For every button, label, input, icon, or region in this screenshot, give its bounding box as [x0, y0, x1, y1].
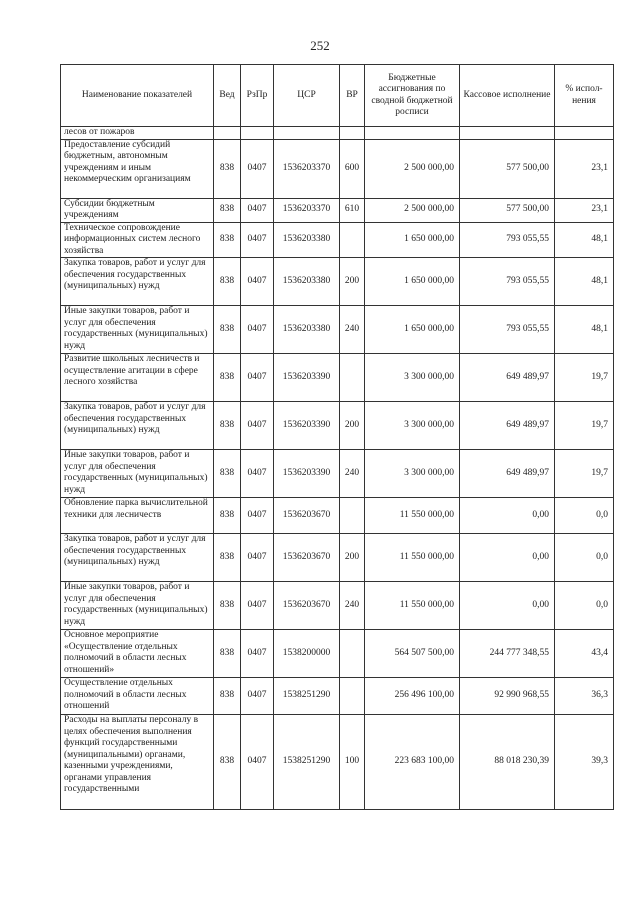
cell-csr: 1538251290 — [274, 678, 340, 715]
table-row — [61, 630, 614, 678]
cell-rzpr: 0407 — [241, 402, 274, 450]
cell-assign: 1 650 000,00 — [365, 306, 460, 354]
cell-vr: 200 — [340, 534, 365, 582]
cell-cash: 0,00 — [460, 582, 555, 630]
page-number: 252 — [310, 38, 330, 53]
table-row — [61, 534, 614, 582]
cell-pct: 0,0 — [555, 498, 614, 534]
cell-rzpr: 0407 — [241, 306, 274, 354]
cell-ved: 838 — [214, 534, 241, 582]
table-row — [61, 222, 614, 258]
cell-vr — [340, 354, 365, 402]
header-ved: Вед — [214, 65, 241, 127]
header-rzpr: РзПр — [241, 65, 274, 127]
cell-vr: 240 — [340, 450, 365, 498]
cell-name: Расходы на выплаты персоналу в целях обеспечения выполнения функций государственными (муниципальными) органами, казенными учреждениями, органами управления государственными — [61, 715, 214, 810]
table-row — [61, 306, 614, 354]
cell-ved: 838 — [214, 306, 241, 354]
cell-rzpr: 0407 — [241, 582, 274, 630]
cell-csr: 1536203370 — [274, 198, 340, 222]
cell-name: Закупка товаров, работ и услуг для обеспечения государственных (муниципальных) нужд — [61, 402, 214, 450]
cell-ved: 838 — [214, 258, 241, 306]
cell-cash: 0,00 — [460, 534, 555, 582]
cell-cash: 577 500,00 — [460, 139, 555, 198]
cell-cash — [460, 127, 555, 140]
cell-vr: 200 — [340, 402, 365, 450]
cell-vr: 600 — [340, 139, 365, 198]
cell-ved: 838 — [214, 402, 241, 450]
cell-pct: 43,4 — [555, 630, 614, 678]
cell-ved: 838 — [214, 630, 241, 678]
cell-csr: 1536203380 — [274, 222, 340, 258]
table-row — [61, 678, 614, 715]
cell-pct: 39,3 — [555, 715, 614, 810]
cell-rzpr: 0407 — [241, 222, 274, 258]
cell-ved: 838 — [214, 582, 241, 630]
cell-assign — [365, 127, 460, 140]
cell-rzpr: 0407 — [241, 139, 274, 198]
cell-cash: 577 500,00 — [460, 198, 555, 222]
cell-csr: 1536203670 — [274, 498, 340, 534]
cell-vr — [340, 630, 365, 678]
cell-cash: 88 018 230,39 — [460, 715, 555, 810]
cell-rzpr: 0407 — [241, 198, 274, 222]
cell-csr: 1538200000 — [274, 630, 340, 678]
cell-name: Техническое сопровождение информационных систем лесного хозяйства — [61, 222, 214, 258]
table-row — [61, 402, 614, 450]
table-body — [61, 127, 614, 810]
cell-cash: 0,00 — [460, 498, 555, 534]
budget-table — [60, 64, 614, 810]
cell-pct: 48,1 — [555, 306, 614, 354]
cell-vr: 240 — [340, 306, 365, 354]
table-row — [61, 450, 614, 498]
table-row — [61, 582, 614, 630]
header-vr: ВР — [340, 65, 365, 127]
cell-vr — [340, 222, 365, 258]
cell-pct: 19,7 — [555, 450, 614, 498]
cell-name: Закупка товаров, работ и услуг для обеспечения государственных (муниципальных) нужд — [61, 258, 214, 306]
cell-pct — [555, 127, 614, 140]
cell-csr — [274, 127, 340, 140]
cell-csr: 1536203390 — [274, 354, 340, 402]
header-name: Наименование показателей — [61, 65, 214, 127]
cell-name: Иные закупки товаров, работ и услуг для обеспечения государственных (муниципальных) нужд — [61, 306, 214, 354]
cell-name: Субсидии бюджетным учреждениям — [61, 198, 214, 222]
table-row — [61, 354, 614, 402]
cell-assign: 3 300 000,00 — [365, 450, 460, 498]
cell-cash: 793 055,55 — [460, 222, 555, 258]
cell-cash: 649 489,97 — [460, 402, 555, 450]
cell-csr: 1536203380 — [274, 306, 340, 354]
cell-pct: 23,1 — [555, 198, 614, 222]
cell-cash: 793 055,55 — [460, 306, 555, 354]
cell-pct: 19,7 — [555, 354, 614, 402]
cell-assign: 11 550 000,00 — [365, 582, 460, 630]
cell-vr: 610 — [340, 198, 365, 222]
cell-vr: 240 — [340, 582, 365, 630]
cell-csr: 1536203670 — [274, 582, 340, 630]
cell-assign: 223 683 100,00 — [365, 715, 460, 810]
cell-ved: 838 — [214, 198, 241, 222]
cell-csr: 1536203390 — [274, 450, 340, 498]
cell-rzpr: 0407 — [241, 450, 274, 498]
cell-assign: 11 550 000,00 — [365, 498, 460, 534]
cell-name: Развитие школьных лесничеств и осуществление агитации в сфере лесного хозяйства — [61, 354, 214, 402]
cell-rzpr: 0407 — [241, 258, 274, 306]
table-row — [61, 498, 614, 534]
cell-rzpr: 0407 — [241, 715, 274, 810]
cell-name: Иные закупки товаров, работ и услуг для обеспечения государственных (муниципальных) нужд — [61, 582, 214, 630]
cell-pct: 23,1 — [555, 139, 614, 198]
cell-ved: 838 — [214, 354, 241, 402]
cell-ved: 838 — [214, 139, 241, 198]
cell-assign: 3 300 000,00 — [365, 402, 460, 450]
cell-pct: 36,3 — [555, 678, 614, 715]
table-row — [61, 139, 614, 198]
cell-csr: 1536203370 — [274, 139, 340, 198]
cell-rzpr: 0407 — [241, 534, 274, 582]
cell-assign: 256 496 100,00 — [365, 678, 460, 715]
cell-vr — [340, 678, 365, 715]
cell-name: Основное мероприятие «Осуществление отдельных полномочий в области лесных отношений» — [61, 630, 214, 678]
cell-vr — [340, 127, 365, 140]
cell-assign: 2 500 000,00 — [365, 198, 460, 222]
cell-cash: 649 489,97 — [460, 354, 555, 402]
table-row — [61, 198, 614, 222]
cell-assign: 2 500 000,00 — [365, 139, 460, 198]
header-pct: % испол- нения — [555, 65, 614, 127]
cell-rzpr: 0407 — [241, 354, 274, 402]
cell-vr: 200 — [340, 258, 365, 306]
cell-name: лесов от пожаров — [61, 127, 214, 140]
cell-name: Осуществление отдельных полномочий в области лесных отношений — [61, 678, 214, 715]
header-row — [61, 65, 614, 127]
cell-assign: 564 507 500,00 — [365, 630, 460, 678]
cell-rzpr: 0407 — [241, 678, 274, 715]
cell-name: Предоставление субсидий бюджетным, автономным учреждениям и иным некоммерческим организациям — [61, 139, 214, 198]
cell-csr: 1536203390 — [274, 402, 340, 450]
header-csr: ЦСР — [274, 65, 340, 127]
cell-ved — [214, 127, 241, 140]
cell-pct: 0,0 — [555, 582, 614, 630]
cell-ved: 838 — [214, 715, 241, 810]
cell-pct: 19,7 — [555, 402, 614, 450]
cell-cash: 244 777 348,55 — [460, 630, 555, 678]
cell-ved: 838 — [214, 450, 241, 498]
table-row — [61, 127, 614, 140]
cell-ved: 838 — [214, 222, 241, 258]
cell-name: Обновление парка вычислительной техники для лесничеств — [61, 498, 214, 534]
header-assign: Бюджетные ассигнования по сводной бюджетной росписи — [365, 65, 460, 127]
cell-pct: 48,1 — [555, 258, 614, 306]
cell-rzpr — [241, 127, 274, 140]
cell-name: Иные закупки товаров, работ и услуг для обеспечения государственных (муниципальных) нужд — [61, 450, 214, 498]
cell-rzpr: 0407 — [241, 630, 274, 678]
cell-cash: 649 489,97 — [460, 450, 555, 498]
cell-assign: 1 650 000,00 — [365, 258, 460, 306]
table-row — [61, 715, 614, 810]
cell-assign: 3 300 000,00 — [365, 354, 460, 402]
header-cash: Кассовое исполнение — [460, 65, 555, 127]
cell-csr: 1536203380 — [274, 258, 340, 306]
cell-pct: 0,0 — [555, 534, 614, 582]
cell-name: Закупка товаров, работ и услуг для обеспечения государственных (муниципальных) нужд — [61, 534, 214, 582]
cell-csr: 1536203670 — [274, 534, 340, 582]
cell-cash: 92 990 968,55 — [460, 678, 555, 715]
cell-csr: 1538251290 — [274, 715, 340, 810]
cell-vr: 100 — [340, 715, 365, 810]
cell-ved: 838 — [214, 678, 241, 715]
cell-ved: 838 — [214, 498, 241, 534]
cell-assign: 11 550 000,00 — [365, 534, 460, 582]
cell-vr — [340, 498, 365, 534]
cell-assign: 1 650 000,00 — [365, 222, 460, 258]
cell-cash: 793 055,55 — [460, 258, 555, 306]
table-row — [61, 258, 614, 306]
cell-pct: 48,1 — [555, 222, 614, 258]
cell-rzpr: 0407 — [241, 498, 274, 534]
